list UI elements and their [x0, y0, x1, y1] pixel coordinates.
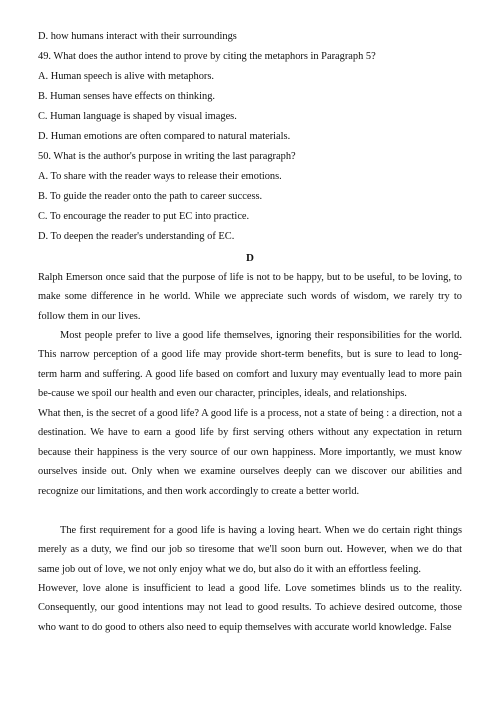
passage-heading: D	[246, 252, 254, 264]
passage-paragraph-4: The first requirement for a good life is having a loving heart. When we do certain right things merely as a duty, we find our job so tiresome that we'll soon burn out. However, when we do that same job out of love, we not only enjoy what we do, but also do it with an effortless feeling.	[38, 525, 462, 575]
q50-option-b: B. To guide the reader onto the path to career success.	[38, 191, 263, 202]
passage-paragraph-2: Most people prefer to live a good life themselves, ignoring their responsibilities for the world. This narrow perception of a good life may provide short-term benefits, but is sure to lead to long-term harm and suffering. A good life based on comfort and luxury may eventually lead to more pain be-cause we spoil our health and even our character, principles, ideals, and relationships.	[38, 330, 462, 400]
passage-paragraph-3: What then, is the secret of a good life? A good life is a process, not a state of being : a direction, not a destination. We have to earn a good life by first serving others without any expectation in return because their happiness is the very source of our own happiness. More importantly, we must know ourselves inside out. Only when we examine ourselves deeply can we discover our abilities and recognize our limitations, and then work accordingly to create a better world.	[38, 408, 462, 497]
q49-stem: 49. What does the author intend to prove by citing the metaphors in Paragraph 5?	[38, 51, 376, 62]
passage-paragraph-1: Ralph Emerson once said that the purpose of life is not to be happy, but to be useful, to be loving, to make some difference in he world. While we appreciate such words of wisdom, we rarely try to follow them in our lives.	[38, 272, 462, 322]
q49-option-b: B. Human senses have effects on thinking.	[38, 91, 215, 102]
q49-option-c: C. Human language is shaped by visual images.	[38, 111, 237, 122]
q50-stem: 50. What is the author's purpose in writing the last paragraph?	[38, 151, 296, 162]
passage-paragraph-5: However, love alone is insufficient to lead a good life. Love sometimes blinds us to the reality. Consequently, our good intentions may not lead to good results. To achieve desired outcome, those who want to do good to others also need to equip themselves with accurate world knowledge. False	[38, 583, 462, 633]
q48-option-d: D. how humans interact with their surroundings	[38, 31, 237, 42]
q49-option-a: A. Human speech is alive with metaphors.	[38, 71, 215, 82]
q49-option-d: D. Human emotions are often compared to natural materials.	[38, 131, 291, 142]
q50-option-c: C. To encourage the reader to put EC into practice.	[38, 211, 250, 222]
q50-option-d: D. To deepen the reader's understanding of EC.	[38, 231, 235, 242]
q50-option-a: A. To share with the reader ways to release their emotions.	[38, 171, 282, 182]
